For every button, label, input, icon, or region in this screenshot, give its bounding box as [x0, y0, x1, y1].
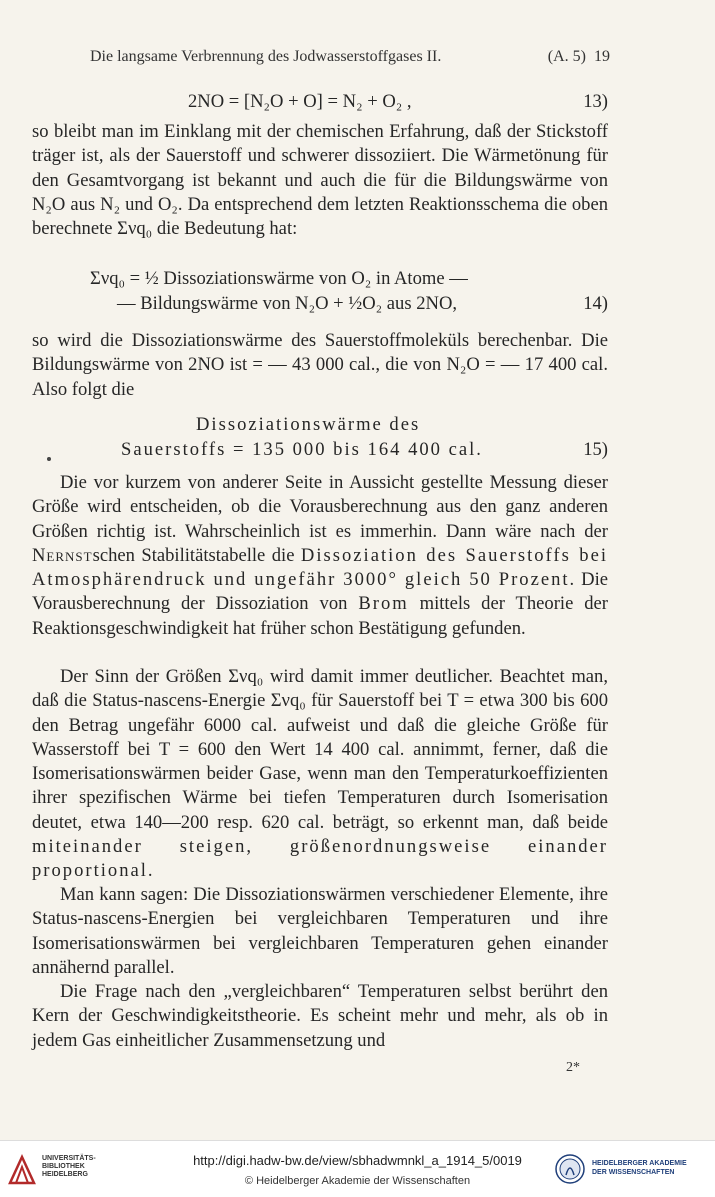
- paragraph-2: [32, 329, 608, 402]
- paragraph-3-part-b: schen Stabilitätstabelle die: [92, 544, 301, 566]
- paragraph-4-text: [32, 665, 608, 884]
- paragraph-5: [32, 883, 608, 980]
- paragraph-3-part-a: Die vor kurzem von anderer Seite in Aussicht gestellte Messung dieser Größe wird entscheiden, ob die Vorausberechnung aus den ganz anderen Größen richtig ist. Wahrscheinlich ist es immerhin. Dann wäre nach der: [32, 472, 608, 542]
- running-header: [90, 48, 610, 66]
- paragraph-5-text: Man kann sagen: Die Dissoziationswärmen verschiedener Elemente, ihre Status-nascens-Energien bei vergleichbaren Temperaturen und ihre Isomerisationswärmen bei vergleichbaren Temperaturen gehen einander annähernd parallel.: [32, 884, 608, 978]
- paragraph-3-part-c: Die Vorausberechnung der Dissoziation von: [32, 569, 609, 615]
- paragraph-1: [32, 120, 608, 241]
- equation-13: 2NO = [N₂O + O] = N₂ + O₂ ,: [188, 91, 412, 112]
- paragraph-6-text: Die Frage nach den „vergleichbaren“ Temperaturen selbst berührt den Kern der Geschwindigkeitstheorie. Es scheint mehr und mehr, als ob in jedem Gas einheitlicher Zusammensetzung und: [32, 981, 608, 1051]
- header-ref: (A. 5): [547, 48, 586, 65]
- equation-15-line-1: Dissoziationswärme des: [196, 414, 421, 435]
- ink-speck: [47, 457, 51, 461]
- signature-mark: 2*: [566, 1060, 580, 1075]
- paragraph-3-text: [32, 471, 608, 641]
- paragraph-3-part-d: mittels der Theorie der Reaktionsgeschwindigkeit hat früher schon Bestätigung gefunden.: [32, 593, 608, 639]
- viewer-footer: [0, 1140, 715, 1197]
- equation-15-line-2: Sauerstoffs = 135 000 bis 164 400 cal.: [121, 439, 483, 460]
- equation-14-line-1: Σνq₀ = ½ Dissoziationswärme von O₂ in Atome —: [90, 268, 468, 289]
- header-page-number: 19: [594, 48, 610, 65]
- library-name-line-2: BIBLIOTHEK: [42, 1163, 85, 1170]
- emphasis-brom: Brom: [358, 593, 409, 615]
- academy-name-line-2: DER WISSENSCHAFTEN: [592, 1169, 675, 1176]
- paragraph-1-text: so bleibt man im Einklang mit der chemischen Erfahrung, daß der Stickstoff träger ist, als der Sauerstoff und schwerer dissoziiert. Die Wärmetönung für den Gesamtvorgang ist bekannt und auch die für die Bildungswärme von N₂O aus N₂ und O₂. Da entsprechend dem letzten Reaktionsschema die oben berechnete Σνq₀ die Bedeutung hat:: [32, 121, 608, 240]
- library-name-line-1: UNIVERSITÄTS-: [42, 1155, 96, 1162]
- header-ref-page: [548, 48, 610, 66]
- equation-13-number: 13): [583, 91, 608, 112]
- permalink-url[interactable]: http://digi.hadw-bw.de/view/sbhadwmnkl_a_1914_5/0019: [193, 1153, 522, 1168]
- paragraph-4-emphasis: miteinander steigen, größenordnungsweise einander proportional.: [32, 836, 608, 882]
- paragraph-4-part-a: Der Sinn der Größen Σνq₀ wird damit immer deutlicher. Beachtet man, daß die Status-nascens-Energie Σνq₀ für Sauerstoff bei T = etwa 300 bis 600 den Betrag ungefähr 6000 cal. aufweist und daß die gleiche Größe für Wasserstoff bei T = 600 den Wert 14 400 cal. annimmt, ferner, daß die Isomerisationswärmen beider Gase, wenn man den Temperaturkoeffizienten ihrer spezifischen Wärme bei tiefen Temperaturen durch Isomerisation deutet, etwa 140—200 resp. 620 cal. beträgt, so erkennt man, daß beide: [32, 666, 608, 833]
- equation-14-line-2: — Bildungswärme von N₂O + ½O₂ aus 2NO,: [117, 293, 458, 314]
- header-title: Die langsame Verbrennung des Jodwasserstoffgases II.: [90, 48, 442, 65]
- paragraph-2-text: so wird die Dissoziationswärme des Sauerstoffmoleküls berechenbar. Die Bildungswärme von 2NO ist = — 43 000 cal., die von N₂O = — 17 400 cal. Also folgt die: [32, 330, 608, 400]
- academy-seal-icon: [555, 1151, 585, 1187]
- academy-name-line-1: HEIDELBERGER AKADEMIE: [592, 1160, 687, 1167]
- academy-name: [592, 1159, 687, 1177]
- equation-15-number: 15): [583, 439, 608, 460]
- paragraph-3-emphasis: Dissoziation des Sauerstoffs bei Atmosphärendruck und ungefähr 3000° gleich 50 Prozent.: [32, 544, 608, 591]
- paragraph-4: [32, 665, 608, 884]
- author-name-nernst: Nernst: [32, 544, 93, 566]
- paragraph-3: [32, 471, 608, 641]
- paragraph-6: [32, 980, 608, 1053]
- library-name-line-3: HEIDELBERG: [42, 1171, 88, 1178]
- equation-14-number: 14): [583, 293, 608, 314]
- copyright-notice: © Heidelberger Akademie der Wissenschaften: [244, 1175, 471, 1187]
